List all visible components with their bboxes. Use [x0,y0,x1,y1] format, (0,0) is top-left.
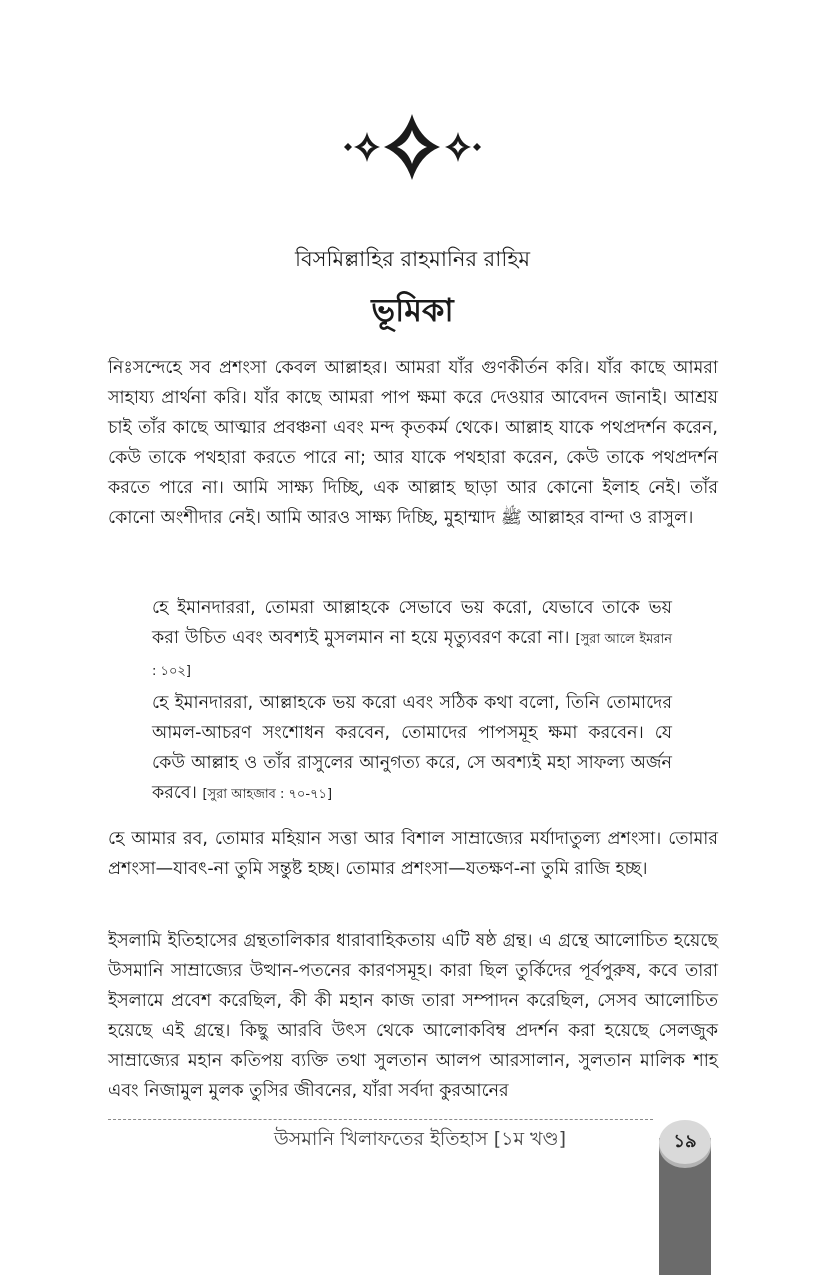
page-title: ভূমিকা [371,291,454,329]
quote-reference: [সুরা আলে ইমরান : ১০২] [152,632,672,679]
quote-text: হে ইমানদাররা, তোমরা আল্লাহকে সেভাবে ভয় করো, যেভাবে তাকে ভয় করা উচিত এবং অবশ্যই মুসলমান না হয়ে মৃত্যুবরণ করো না। [152,598,672,648]
quote-reference: [সুরা আহজাব : ৭০-৭১] [202,787,333,802]
paragraph-book-description: ইসলামি ইতিহাসের গ্রন্থতালিকার ধারাবাহিকতায় এটি ষষ্ঠ গ্রন্থ। এ গ্রন্থে আলোচিত হয়েছে উসমানি সাম্রাজ্যের উত্থান-পতনের কারণসমূহ। কারা ছিল তুর্কিদের পূর্বপুরুষ, কবে তারা ইসলামে প্রবেশ করেছিল, কী কী মহান কাজ তারা সম্পাদন করেছিল, সেসব আলোচিত হয়েছে এই গ্রন্থে। কিছু আরবি উৎস থেকে আলোকবিম্ব প্রদর্শন করা হয়েছে সেলজুক সাম্রাজ্যের মহান কতিপয় ব্যক্তি তথা সুলতান আলপ আরসালান, সুলতান মালিক শাহ এবং নিজামুল মুলক তুসির জীবনের, যাঁরা সর্বদা কুরআনের [108,931,718,1101]
diamond-star-ornament-icon [340,112,485,182]
quote-text: হে ইমানদাররা, আল্লাহকে ভয় করো এবং সঠিক কথা বলো, তিনি তোমাদের আমল-আচরণ সংশোধন করবেন, তোমাদের পাপসমূহ ক্ষমা করবেন। যে কেউ আল্লাহ ও তাঁর রাসুলের আনুগত্য করে, সে অবশ্যই মহা সাফল্য অর্জন করবে। [152,693,672,803]
footer-book-title: উসমানি খিলাফতের ইতিহাস [১ম খণ্ড] [273,1128,567,1150]
bismillah-line: বিসমিল্লাহির রাহমানির রাহিম [294,247,531,271]
quote-block-2 [152,688,672,810]
paragraph-praise: হে আমার রব, তোমার মহিয়ান সত্তা আর বিশাল সাম্রাজ্যের মর্যাদাতুল্য প্রশংসা। তোমার প্রশংসা—যাবৎ-না তুমি সন্তুষ্ট হচ্ছ। তোমার প্রশংসা—যতক্ষণ-না তুমি রাজি হচ্ছ। [108,829,718,879]
quote-block-1 [152,593,672,687]
footer-divider [108,1119,653,1120]
page-number: ১৯ [659,1120,711,1164]
paragraph-intro: নিঃসন্দেহে সব প্রশংসা কেবল আল্লাহর। আমরা যাঁর গুণকীর্তন করি। যাঁর কাছে আমরা সাহায্য প্রার্থনা করি। যাঁর কাছে আমরা পাপ ক্ষমা করে দেওয়ার আবেদন জানাই। আশ্রয় চাই তাঁর কাছে আত্মার প্রবঞ্চনা এবং মন্দ কৃতকর্ম থেকে। আল্লাহ যাকে পথপ্রদর্শন করেন, কেউ তাকে পথহারা করতে পারে না; আর যাকে পথহারা করেন, কেউ তাকে পথপ্রদর্শন করতে পারে না। আমি সাক্ষ্য দিচ্ছি, এক আল্লাহ ছাড়া আর কোনো ইলাহ নেই। তাঁর কোনো অংশীদার নেই। আমি আরও সাক্ষ্য দিচ্ছি, মুহাম্মাদ ﷺ আল্লাহর বান্দা ও রাসুল। [108,358,718,528]
